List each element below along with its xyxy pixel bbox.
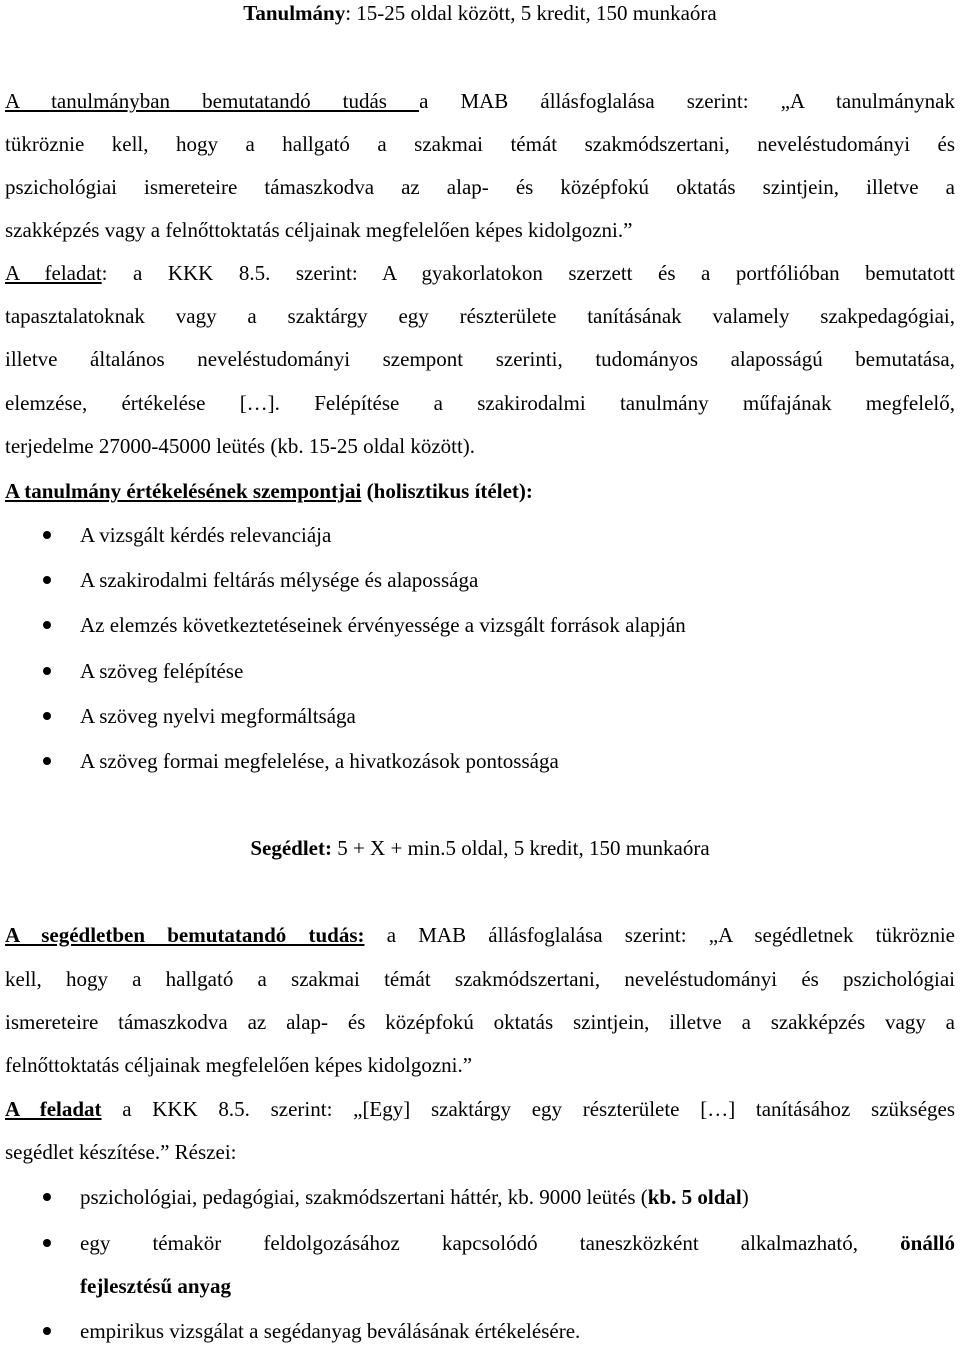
list-item-text: pszichológiai, pedagógiai, szakmódszertani háttér, kb. 9000 leütés (kb. 5 oldal) [80, 1185, 749, 1209]
bullet-icon [43, 1239, 51, 1247]
list-item-text: A szakirodalmi feltárás mélysége és alapossága [80, 568, 479, 592]
bullet-icon [43, 576, 51, 584]
criteria-heading [5, 478, 955, 504]
heading-bold: Segédlet: [250, 836, 332, 860]
list-item-text: egy témakör feldolgozásához kapcsolódó taneszközként alkalmazható, önálló [80, 1231, 955, 1255]
section-heading-segedlet [5, 835, 955, 861]
bullet-icon [43, 1193, 51, 1201]
criteria-rest: (holisztikus ítélet): [361, 479, 533, 503]
paragraph-label: A tanulmányban bemutatandó tudás [5, 89, 420, 113]
bullet-icon [43, 667, 51, 675]
paragraph-line: kell, hogy a hallgató a szakmai témát szakmódszertani, neveléstudományi és pszichológiai [5, 967, 955, 991]
paragraph-line: pszichológiai ismereteire támaszkodva az alap- és középfokú oktatás szintjein, illetve a [5, 175, 955, 199]
paragraph-line [5, 88, 955, 114]
paragraph-line: illetve általános neveléstudományi szempont szerinti, tudományos alaposságú bemutatása, [5, 347, 955, 371]
heading-rest: 5 + X + min.5 oldal, 5 kredit, 150 munkaóra [331, 836, 710, 860]
paragraph-text: a KKK 8.5. szerint: „[Egy] szaktárgy egy részterülete […] tanításához szükséges [101, 1097, 955, 1121]
paragraph-label: A feladat [5, 1097, 102, 1121]
heading-rest: : 15-25 oldal között, 5 kredit, 150 munkaóra [345, 1, 717, 25]
bullet-icon [43, 1327, 51, 1335]
paragraph-line: tapasztalatoknak vagy a szaktárgy egy részterülete tanításának valamely szakpedagógiai, [5, 304, 955, 328]
bullet-icon [43, 531, 51, 539]
paragraph-line: elemzése, értékelése […]. Felépítése a szakirodalmi tanulmány műfajának megfelelő, [5, 391, 955, 415]
list-item-text: Az elemzés következtetéseinek érvényessége a vizsgált források alapján [80, 613, 686, 637]
paragraph-label: A feladat [5, 261, 102, 285]
paragraph-text: a MAB állásfoglalása szerint: „A segédletnek tükröznie [364, 923, 955, 947]
list-item-text: empirikus vizsgálat a segédanyag beválásának értékelésére. [80, 1319, 581, 1343]
list-item-text: A szöveg formai megfelelése, a hivatkozások pontossága [80, 749, 559, 773]
paragraph-line: tükröznie kell, hogy a hallgató a szakmai témát szakmódszertani, neveléstudományi és [5, 132, 955, 156]
paragraph-line [5, 922, 955, 948]
list-item-text: fejlesztésű anyag [80, 1274, 232, 1298]
paragraph-text: : a KKK 8.5. szerint: A gyakorlatokon szerzett és a portfólióban bemutatott [101, 261, 955, 285]
heading-bold: Tanulmány [243, 1, 346, 25]
paragraph-line: felnőttoktatás céljainak megfelelően képes kidolgozni.” [5, 1053, 473, 1077]
bullet-icon [43, 712, 51, 720]
paragraph-line: szakképzés vagy a felnőttoktatás céljainak megfelelően képes kidolgozni.” [5, 218, 633, 242]
list-item-text: A szöveg felépítése [80, 659, 244, 683]
bullet-icon [43, 621, 51, 629]
paragraph-line: terjedelme 27000-45000 leütés (kb. 15-25 oldal között). [5, 434, 476, 458]
list-item-text: A szöveg nyelvi megformáltsága [80, 704, 356, 728]
paragraph-text: a MAB állásfoglalása szerint: „A tanulmánynak [419, 89, 955, 113]
list-item-text: A vizsgált kérdés relevanciája [80, 523, 332, 547]
paragraph-label: A segédletben bemutatandó tudás: [5, 923, 365, 947]
paragraph-line: segédlet készítése.” Részei: [5, 1140, 237, 1164]
paragraph-line [5, 1096, 955, 1122]
paragraph-line [5, 260, 955, 286]
section-heading-tanulmany [5, 0, 955, 26]
bullet-icon [43, 757, 51, 765]
criteria-label: A tanulmány értékelésének szempontjai [5, 479, 362, 503]
paragraph-line: ismereteire támaszkodva az alap- és középfokú oktatás szintjein, illetve a szakképzés vagy a [5, 1010, 955, 1034]
